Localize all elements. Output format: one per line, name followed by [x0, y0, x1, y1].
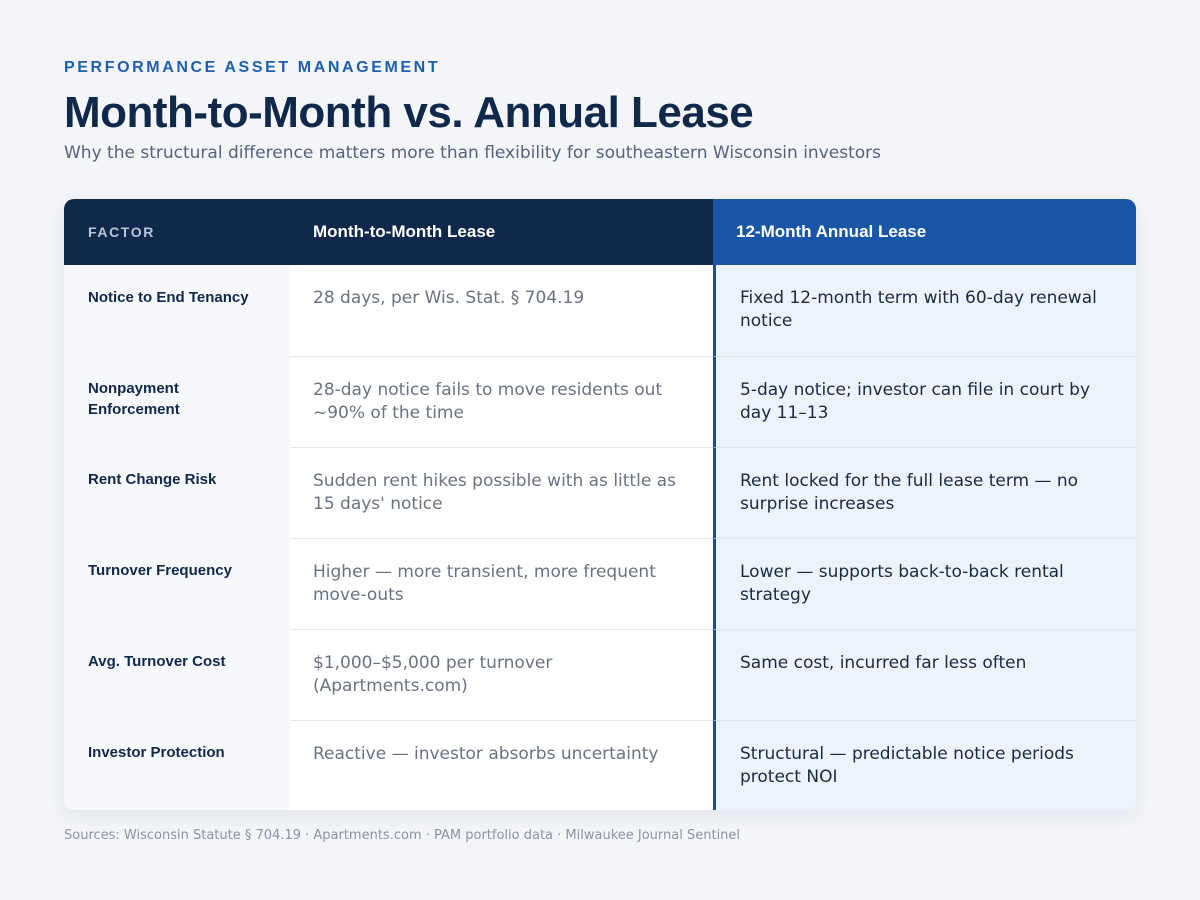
month-to-month-cell: Sudden rent hikes possible with as little as 15 days' notice	[290, 447, 713, 538]
month-to-month-cell: Reactive — investor absorbs uncertainty	[290, 720, 713, 810]
annual-cell: Same cost, incurred far less often	[713, 629, 1136, 720]
eyebrow-label: PERFORMANCE ASSET MANAGEMENT	[64, 59, 441, 76]
annual-cell: Lower — supports back-to-back rental strategy	[713, 538, 1136, 629]
column-header-factor: FACTOR	[64, 199, 290, 265]
page-title: Month-to-Month vs. Annual Lease	[64, 88, 754, 137]
table-row	[64, 265, 1136, 356]
factor-cell: Investor Protection	[64, 720, 290, 810]
annual-cell: Rent locked for the full lease term — no surprise increases	[713, 447, 1136, 538]
factor-cell: Rent Change Risk	[64, 447, 290, 538]
page-subtitle: Why the structural difference matters more than flexibility for southeastern Wisconsin investors	[64, 143, 881, 163]
month-to-month-cell: 28-day notice fails to move residents out ~90% of the time	[290, 356, 713, 447]
table-body	[64, 265, 1136, 810]
annual-cell: Structural — predictable notice periods protect NOI	[713, 720, 1136, 810]
annual-cell: 5-day notice; investor can file in court by day 11–13	[713, 356, 1136, 447]
table-row	[64, 720, 1136, 810]
month-to-month-cell: $1,000–$5,000 per turnover (Apartments.com)	[290, 629, 713, 720]
table-row	[64, 447, 1136, 538]
column-header-annual: 12-Month Annual Lease	[713, 199, 1136, 265]
column-header-month-to-month: Month-to-Month Lease	[290, 199, 713, 265]
table-header	[64, 199, 1136, 265]
factor-cell: Notice to End Tenancy	[64, 265, 290, 356]
factor-cell: Nonpayment Enforcement	[64, 356, 290, 447]
table-row	[64, 538, 1136, 629]
table-row	[64, 356, 1136, 447]
factor-cell: Avg. Turnover Cost	[64, 629, 290, 720]
factor-cell: Turnover Frequency	[64, 538, 290, 629]
table-row	[64, 629, 1136, 720]
month-to-month-cell: Higher — more transient, more frequent move-outs	[290, 538, 713, 629]
comparison-table	[64, 199, 1136, 810]
annual-cell: Fixed 12-month term with 60-day renewal notice	[713, 265, 1136, 356]
sources-footnote: Sources: Wisconsin Statute § 704.19 · Apartments.com · PAM portfolio data · Milwaukee Journal Sentinel	[64, 828, 741, 843]
month-to-month-cell: 28 days, per Wis. Stat. § 704.19	[290, 265, 713, 356]
